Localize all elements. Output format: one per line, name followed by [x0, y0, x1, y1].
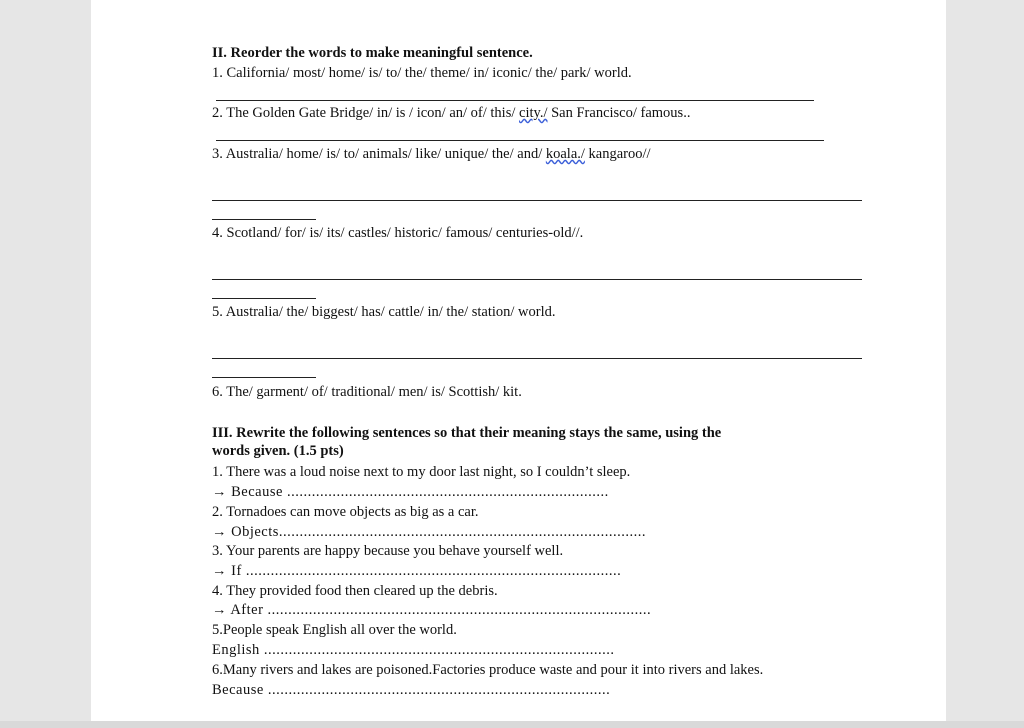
answer-line-2[interactable] — [216, 140, 824, 141]
section2-heading: II. Reorder the words to make meaningful sentence. — [212, 45, 533, 61]
section3-heading-line2: words given. (1.5 pts) — [212, 443, 344, 459]
rewrite-answer-6[interactable]: Because ................................................................................... — [212, 682, 611, 698]
reorder-item-2-tail: San Francisco/ famous.. — [547, 105, 691, 121]
reorder-item-2 — [212, 104, 690, 122]
rewrite-answer-5[interactable]: English ..................................................................................... — [212, 642, 615, 658]
section3-heading-line1: III. Rewrite the following sentences so that their meaning stays the same, using the — [212, 425, 722, 441]
reorder-item-4: 4. Scotland/ for/ is/ its/ castles/ historic/ famous/ centuries-old//. — [212, 225, 584, 241]
rewrite-question-5: 5.People speak English all over the world. — [212, 622, 457, 638]
answer-line-3b[interactable] — [212, 219, 316, 220]
reorder-item-3-tail: kangaroo// — [584, 146, 651, 162]
spellcheck-flag: city./ — [519, 105, 548, 121]
reorder-item-6: 6. The/ garment/ of/ traditional/ men/ is/ Scottish/ kit. — [212, 384, 522, 400]
rewrite-answer-3[interactable]: → If ........................................................................................... — [212, 563, 622, 579]
spellcheck-flag: koala./ — [545, 146, 585, 162]
answer-line-3[interactable] — [212, 200, 862, 201]
reorder-item-3 — [212, 145, 651, 163]
answer-line-1[interactable] — [216, 100, 814, 101]
rewrite-answer-4[interactable]: → After ............................................................................................. — [212, 602, 652, 618]
answer-line-5[interactable] — [212, 358, 862, 359]
rewrite-question-4: 4. They provided food then cleared up the debris. — [212, 583, 498, 599]
rewrite-answer-2[interactable]: → Objects......................................................................................... — [212, 524, 647, 540]
rewrite-question-2: 2. Tornadoes can move objects as big as a car. — [212, 504, 479, 520]
reorder-item-5: 5. Australia/ the/ biggest/ has/ cattle/ in/ the/ station/ world. — [212, 304, 556, 320]
reorder-item-2-text: 2. The Golden Gate Bridge/ in/ is / icon/ an/ of/ this/ — [212, 105, 520, 121]
reorder-item-3-text: 3. Australia/ home/ is/ to/ animals/ like/ unique/ the/ and/ — [212, 146, 546, 162]
rewrite-question-6: 6.Many rivers and lakes are poisoned.Factories produce waste and pour it into rivers and lakes. — [212, 662, 764, 678]
rewrite-question-3: 3. Your parents are happy because you behave yourself well. — [212, 543, 564, 559]
answer-line-5b[interactable] — [212, 377, 316, 378]
reorder-item-1: 1. California/ most/ home/ is/ to/ the/ theme/ in/ iconic/ the/ park/ world. — [212, 65, 632, 81]
answer-line-4b[interactable] — [212, 298, 316, 299]
rewrite-answer-1[interactable]: → Because .............................................................................. — [212, 484, 609, 500]
answer-line-4[interactable] — [212, 279, 862, 280]
rewrite-question-1: 1. There was a loud noise next to my door last night, so I couldn’t sleep. — [212, 464, 631, 480]
page-bottom-edge — [0, 721, 1024, 728]
